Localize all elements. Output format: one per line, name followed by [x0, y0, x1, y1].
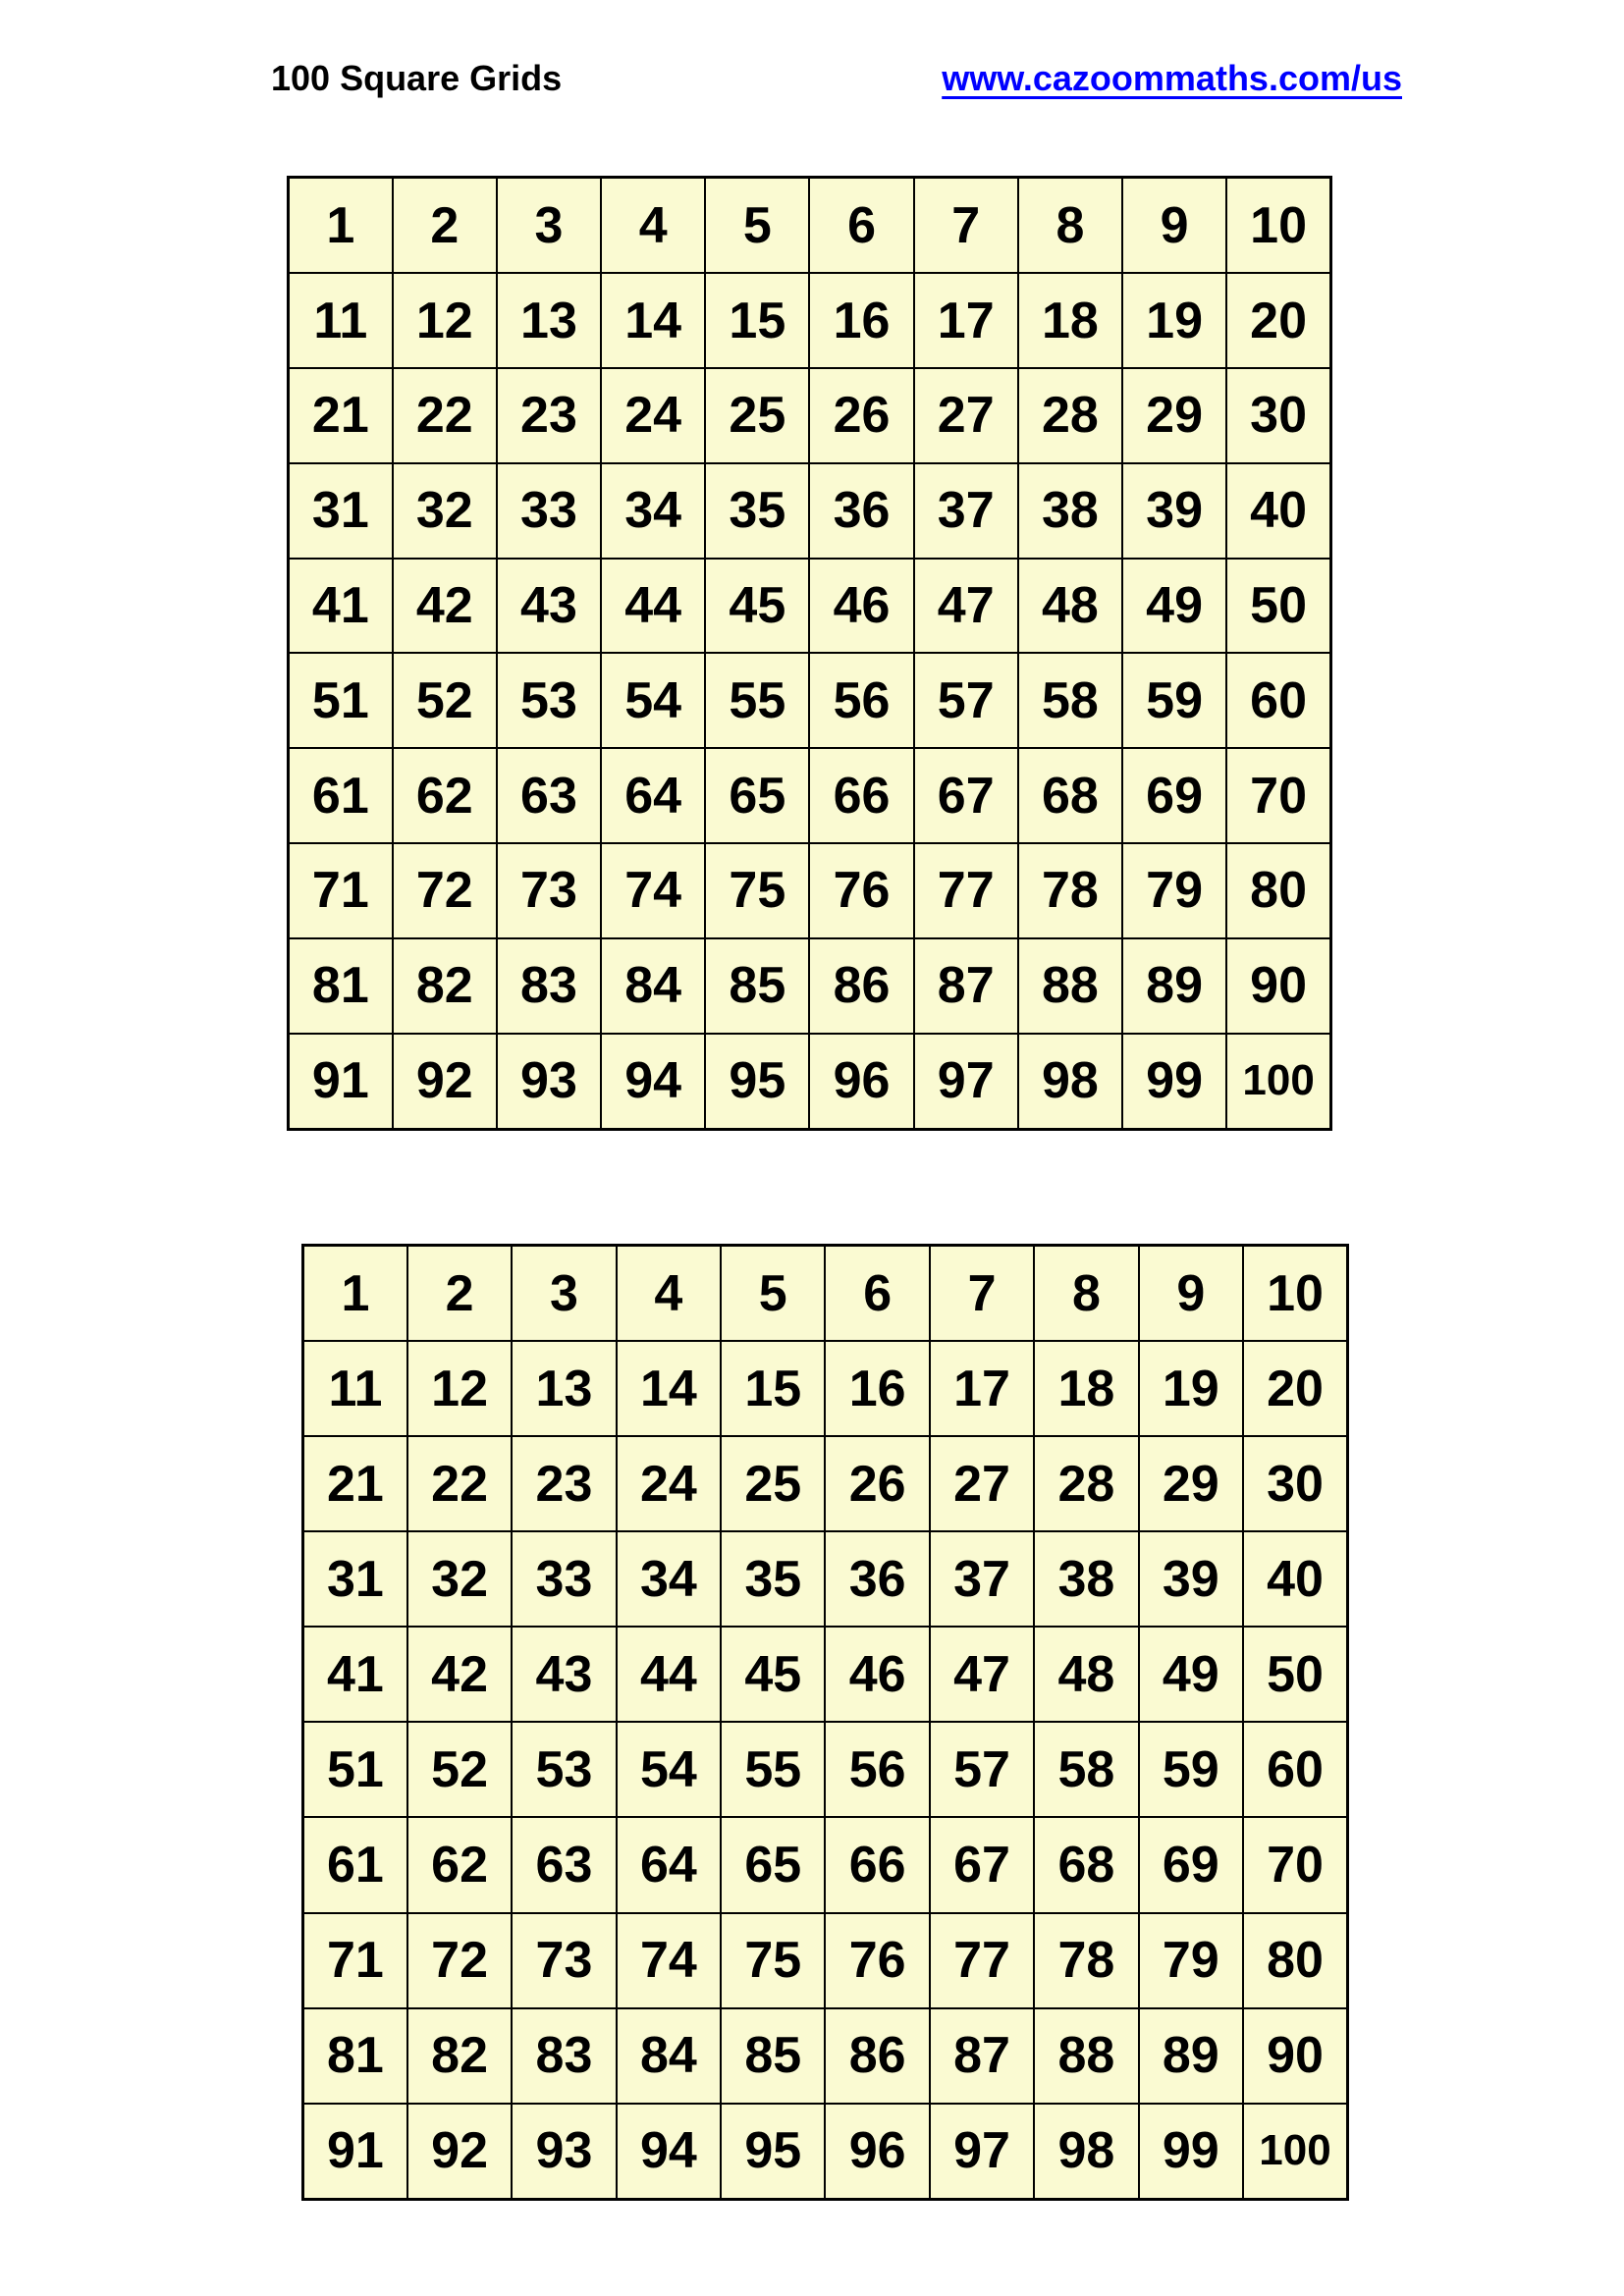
grid-cell-61: 61 — [303, 1817, 407, 1912]
grid-cell-21: 21 — [289, 368, 393, 463]
grid-cell-12: 12 — [407, 1341, 512, 1436]
grid-cell-35: 35 — [705, 463, 809, 559]
grid-cell-18: 18 — [1018, 273, 1122, 368]
grid-cell-5: 5 — [721, 1246, 825, 1342]
grid-cell-84: 84 — [601, 938, 705, 1034]
grid-cell-8: 8 — [1034, 1246, 1138, 1342]
grid-cell-97: 97 — [914, 1034, 1018, 1130]
grid-cell-31: 31 — [289, 463, 393, 559]
grid-cell-59: 59 — [1139, 1722, 1243, 1817]
grid-cell-79: 79 — [1139, 1913, 1243, 2008]
grid-cell-10: 10 — [1243, 1246, 1347, 1342]
grid-cell-42: 42 — [407, 1627, 512, 1722]
grid-row — [289, 273, 1331, 368]
grid-cell-13: 13 — [512, 1341, 616, 1436]
grid-cell-71: 71 — [303, 1913, 407, 2008]
grid-cell-91: 91 — [303, 2104, 407, 2200]
grid-cell-45: 45 — [721, 1627, 825, 1722]
grid-cell-34: 34 — [617, 1531, 721, 1627]
grid-cell-65: 65 — [705, 748, 809, 843]
grid-cell-3: 3 — [512, 1246, 616, 1342]
grid-cell-83: 83 — [512, 2008, 616, 2104]
grid-cell-26: 26 — [825, 1436, 929, 1531]
grid-cell-53: 53 — [512, 1722, 616, 1817]
grid-cell-3: 3 — [497, 178, 601, 274]
grid-cell-25: 25 — [721, 1436, 825, 1531]
grid-cell-24: 24 — [601, 368, 705, 463]
grid-cell-82: 82 — [393, 938, 497, 1034]
grid-cell-87: 87 — [914, 938, 1018, 1034]
grid-cell-42: 42 — [393, 559, 497, 654]
grid-row — [289, 938, 1331, 1034]
grid-cell-60: 60 — [1226, 653, 1330, 748]
grid-cell-56: 56 — [809, 653, 913, 748]
grid-cell-41: 41 — [289, 559, 393, 654]
grid-cell-87: 87 — [930, 2008, 1034, 2104]
grid-cell-9: 9 — [1139, 1246, 1243, 1342]
grid-cell-79: 79 — [1122, 843, 1226, 938]
grid-cell-100: 100 — [1243, 2104, 1347, 2200]
grid-cell-38: 38 — [1034, 1531, 1138, 1627]
grid-cell-32: 32 — [393, 463, 497, 559]
grid-cell-95: 95 — [721, 2104, 825, 2200]
grid-cell-40: 40 — [1243, 1531, 1347, 1627]
grid-cell-25: 25 — [705, 368, 809, 463]
grid-cell-45: 45 — [705, 559, 809, 654]
grid-cell-73: 73 — [497, 843, 601, 938]
grid-cell-37: 37 — [930, 1531, 1034, 1627]
grid-row — [289, 843, 1331, 938]
grid-cell-50: 50 — [1226, 559, 1330, 654]
grid-cell-83: 83 — [497, 938, 601, 1034]
grid-cell-86: 86 — [825, 2008, 929, 2104]
grid-cell-71: 71 — [289, 843, 393, 938]
grid-cell-72: 72 — [407, 1913, 512, 2008]
grid-cell-74: 74 — [617, 1913, 721, 2008]
grid-cell-1: 1 — [289, 178, 393, 274]
grid-cell-39: 39 — [1122, 463, 1226, 559]
grid-cell-52: 52 — [393, 653, 497, 748]
grid-cell-15: 15 — [705, 273, 809, 368]
grid-cell-77: 77 — [930, 1913, 1034, 2008]
grid-cell-57: 57 — [914, 653, 1018, 748]
hundred-square-grid-2 — [301, 1244, 1349, 2201]
grid-cell-9: 9 — [1122, 178, 1226, 274]
grid-cell-88: 88 — [1018, 938, 1122, 1034]
grid-cell-84: 84 — [617, 2008, 721, 2104]
grid-cell-43: 43 — [512, 1627, 616, 1722]
hundred-square-grid-1-table — [287, 176, 1332, 1131]
grid-cell-28: 28 — [1018, 368, 1122, 463]
grid-cell-75: 75 — [721, 1913, 825, 2008]
grid-cell-88: 88 — [1034, 2008, 1138, 2104]
grid-cell-21: 21 — [303, 1436, 407, 1531]
grid-cell-80: 80 — [1243, 1913, 1347, 2008]
grid-cell-24: 24 — [617, 1436, 721, 1531]
grid-cell-97: 97 — [930, 2104, 1034, 2200]
grid-cell-36: 36 — [825, 1531, 929, 1627]
grid-cell-29: 29 — [1122, 368, 1226, 463]
grid-cell-85: 85 — [705, 938, 809, 1034]
grid-cell-7: 7 — [914, 178, 1018, 274]
grid-cell-56: 56 — [825, 1722, 929, 1817]
grid-cell-1: 1 — [303, 1246, 407, 1342]
grid-cell-90: 90 — [1243, 2008, 1347, 2104]
grid-cell-23: 23 — [512, 1436, 616, 1531]
grid-cell-96: 96 — [809, 1034, 913, 1130]
grid-cell-99: 99 — [1122, 1034, 1226, 1130]
grid-cell-65: 65 — [721, 1817, 825, 1912]
grid-cell-29: 29 — [1139, 1436, 1243, 1531]
grid-cell-100: 100 — [1226, 1034, 1330, 1130]
grid-cell-52: 52 — [407, 1722, 512, 1817]
grid-cell-64: 64 — [601, 748, 705, 843]
grid-cell-7: 7 — [930, 1246, 1034, 1342]
grid-row — [303, 2104, 1348, 2200]
grid-cell-39: 39 — [1139, 1531, 1243, 1627]
grid-row — [303, 1436, 1348, 1531]
grid-cell-14: 14 — [601, 273, 705, 368]
grid-row — [289, 463, 1331, 559]
grid-cell-20: 20 — [1243, 1341, 1347, 1436]
grid-cell-66: 66 — [809, 748, 913, 843]
website-link[interactable]: www.cazoommaths.com/us — [942, 58, 1402, 98]
grid-cell-4: 4 — [617, 1246, 721, 1342]
grid-cell-8: 8 — [1018, 178, 1122, 274]
grid-cell-10: 10 — [1226, 178, 1330, 274]
grid-cell-70: 70 — [1226, 748, 1330, 843]
grid-row — [289, 559, 1331, 654]
grid-cell-14: 14 — [617, 1341, 721, 1436]
grid-cell-11: 11 — [303, 1341, 407, 1436]
grid-cell-98: 98 — [1018, 1034, 1122, 1130]
grid-row — [289, 368, 1331, 463]
grid-cell-72: 72 — [393, 843, 497, 938]
grid-cell-68: 68 — [1018, 748, 1122, 843]
grid-row — [289, 748, 1331, 843]
grid-cell-89: 89 — [1139, 2008, 1243, 2104]
grid-cell-92: 92 — [407, 2104, 512, 2200]
grid-cell-4: 4 — [601, 178, 705, 274]
grid-cell-47: 47 — [930, 1627, 1034, 1722]
grid-cell-30: 30 — [1226, 368, 1330, 463]
grid-cell-93: 93 — [512, 2104, 616, 2200]
grid-cell-33: 33 — [512, 1531, 616, 1627]
grid-row — [303, 1531, 1348, 1627]
grid-cell-96: 96 — [825, 2104, 929, 2200]
grid-cell-5: 5 — [705, 178, 809, 274]
grid-cell-69: 69 — [1139, 1817, 1243, 1912]
grid-row — [303, 1913, 1348, 2008]
grid-cell-81: 81 — [303, 2008, 407, 2104]
grid-cell-18: 18 — [1034, 1341, 1138, 1436]
grid-cell-46: 46 — [825, 1627, 929, 1722]
grid-row — [303, 1341, 1348, 1436]
grid-cell-40: 40 — [1226, 463, 1330, 559]
grid-cell-26: 26 — [809, 368, 913, 463]
grid-cell-91: 91 — [289, 1034, 393, 1130]
grid-cell-38: 38 — [1018, 463, 1122, 559]
grid-cell-22: 22 — [407, 1436, 512, 1531]
grid-cell-98: 98 — [1034, 2104, 1138, 2200]
grid-cell-16: 16 — [825, 1341, 929, 1436]
grid-cell-81: 81 — [289, 938, 393, 1034]
grid-cell-28: 28 — [1034, 1436, 1138, 1531]
grid-cell-23: 23 — [497, 368, 601, 463]
grid-cell-37: 37 — [914, 463, 1018, 559]
grid-cell-80: 80 — [1226, 843, 1330, 938]
grid-cell-89: 89 — [1122, 938, 1226, 1034]
grid-cell-57: 57 — [930, 1722, 1034, 1817]
grid-cell-6: 6 — [825, 1246, 929, 1342]
grid-cell-67: 67 — [914, 748, 1018, 843]
grid-cell-46: 46 — [809, 559, 913, 654]
grid-cell-19: 19 — [1139, 1341, 1243, 1436]
grid-cell-77: 77 — [914, 843, 1018, 938]
grid-cell-15: 15 — [721, 1341, 825, 1436]
grid-cell-85: 85 — [721, 2008, 825, 2104]
grid-cell-20: 20 — [1226, 273, 1330, 368]
grid-cell-11: 11 — [289, 273, 393, 368]
grid-cell-58: 58 — [1018, 653, 1122, 748]
grid-cell-63: 63 — [512, 1817, 616, 1912]
grid-row — [303, 1246, 1348, 1342]
grid-cell-34: 34 — [601, 463, 705, 559]
grid-cell-90: 90 — [1226, 938, 1330, 1034]
grid-cell-55: 55 — [705, 653, 809, 748]
grid-cell-17: 17 — [930, 1341, 1034, 1436]
hundred-square-grid-2-table — [301, 1244, 1349, 2201]
grid-cell-13: 13 — [497, 273, 601, 368]
grid-cell-76: 76 — [825, 1913, 929, 2008]
grid-cell-69: 69 — [1122, 748, 1226, 843]
grid-cell-73: 73 — [512, 1913, 616, 2008]
grid-cell-30: 30 — [1243, 1436, 1347, 1531]
grid-cell-62: 62 — [407, 1817, 512, 1912]
grid-cell-58: 58 — [1034, 1722, 1138, 1817]
grid-cell-78: 78 — [1034, 1913, 1138, 2008]
grid-cell-68: 68 — [1034, 1817, 1138, 1912]
grid-cell-27: 27 — [930, 1436, 1034, 1531]
grid-cell-54: 54 — [617, 1722, 721, 1817]
grid-row — [303, 1817, 1348, 1912]
grid-cell-61: 61 — [289, 748, 393, 843]
grid-cell-94: 94 — [617, 2104, 721, 2200]
grid-row — [303, 1722, 1348, 1817]
grid-cell-59: 59 — [1122, 653, 1226, 748]
grid-cell-82: 82 — [407, 2008, 512, 2104]
grid-cell-53: 53 — [497, 653, 601, 748]
grid-cell-64: 64 — [617, 1817, 721, 1912]
grid-cell-70: 70 — [1243, 1817, 1347, 1912]
grid-cell-63: 63 — [497, 748, 601, 843]
grid-cell-12: 12 — [393, 273, 497, 368]
grid-cell-75: 75 — [705, 843, 809, 938]
grid-cell-76: 76 — [809, 843, 913, 938]
grid-row — [303, 2008, 1348, 2104]
page-title: 100 Square Grids — [271, 58, 563, 98]
grid-cell-67: 67 — [930, 1817, 1034, 1912]
grid-cell-36: 36 — [809, 463, 913, 559]
grid-cell-33: 33 — [497, 463, 601, 559]
grid-cell-62: 62 — [393, 748, 497, 843]
grid-row — [289, 178, 1331, 274]
grid-cell-2: 2 — [393, 178, 497, 274]
grid-cell-27: 27 — [914, 368, 1018, 463]
grid-cell-48: 48 — [1018, 559, 1122, 654]
grid-cell-54: 54 — [601, 653, 705, 748]
grid-cell-93: 93 — [497, 1034, 601, 1130]
grid-row — [289, 1034, 1331, 1130]
grid-cell-47: 47 — [914, 559, 1018, 654]
grid-cell-78: 78 — [1018, 843, 1122, 938]
grid-cell-94: 94 — [601, 1034, 705, 1130]
grid-cell-19: 19 — [1122, 273, 1226, 368]
grid-cell-55: 55 — [721, 1722, 825, 1817]
grid-cell-35: 35 — [721, 1531, 825, 1627]
grid-cell-48: 48 — [1034, 1627, 1138, 1722]
grid-row — [289, 653, 1331, 748]
grid-cell-92: 92 — [393, 1034, 497, 1130]
grid-cell-51: 51 — [289, 653, 393, 748]
grid-cell-60: 60 — [1243, 1722, 1347, 1817]
grid-cell-49: 49 — [1122, 559, 1226, 654]
grid-cell-50: 50 — [1243, 1627, 1347, 1722]
grid-cell-31: 31 — [303, 1531, 407, 1627]
grid-cell-99: 99 — [1139, 2104, 1243, 2200]
grid-cell-66: 66 — [825, 1817, 929, 1912]
grid-cell-17: 17 — [914, 273, 1018, 368]
grid-cell-74: 74 — [601, 843, 705, 938]
grid-cell-43: 43 — [497, 559, 601, 654]
hundred-square-grid-1 — [287, 176, 1332, 1131]
grid-cell-6: 6 — [809, 178, 913, 274]
grid-cell-44: 44 — [601, 559, 705, 654]
grid-cell-2: 2 — [407, 1246, 512, 1342]
grid-cell-41: 41 — [303, 1627, 407, 1722]
grid-row — [303, 1627, 1348, 1722]
grid-cell-49: 49 — [1139, 1627, 1243, 1722]
grid-cell-32: 32 — [407, 1531, 512, 1627]
grid-cell-86: 86 — [809, 938, 913, 1034]
grid-cell-44: 44 — [617, 1627, 721, 1722]
grid-cell-22: 22 — [393, 368, 497, 463]
grid-cell-16: 16 — [809, 273, 913, 368]
grid-cell-51: 51 — [303, 1722, 407, 1817]
grid-cell-95: 95 — [705, 1034, 809, 1130]
